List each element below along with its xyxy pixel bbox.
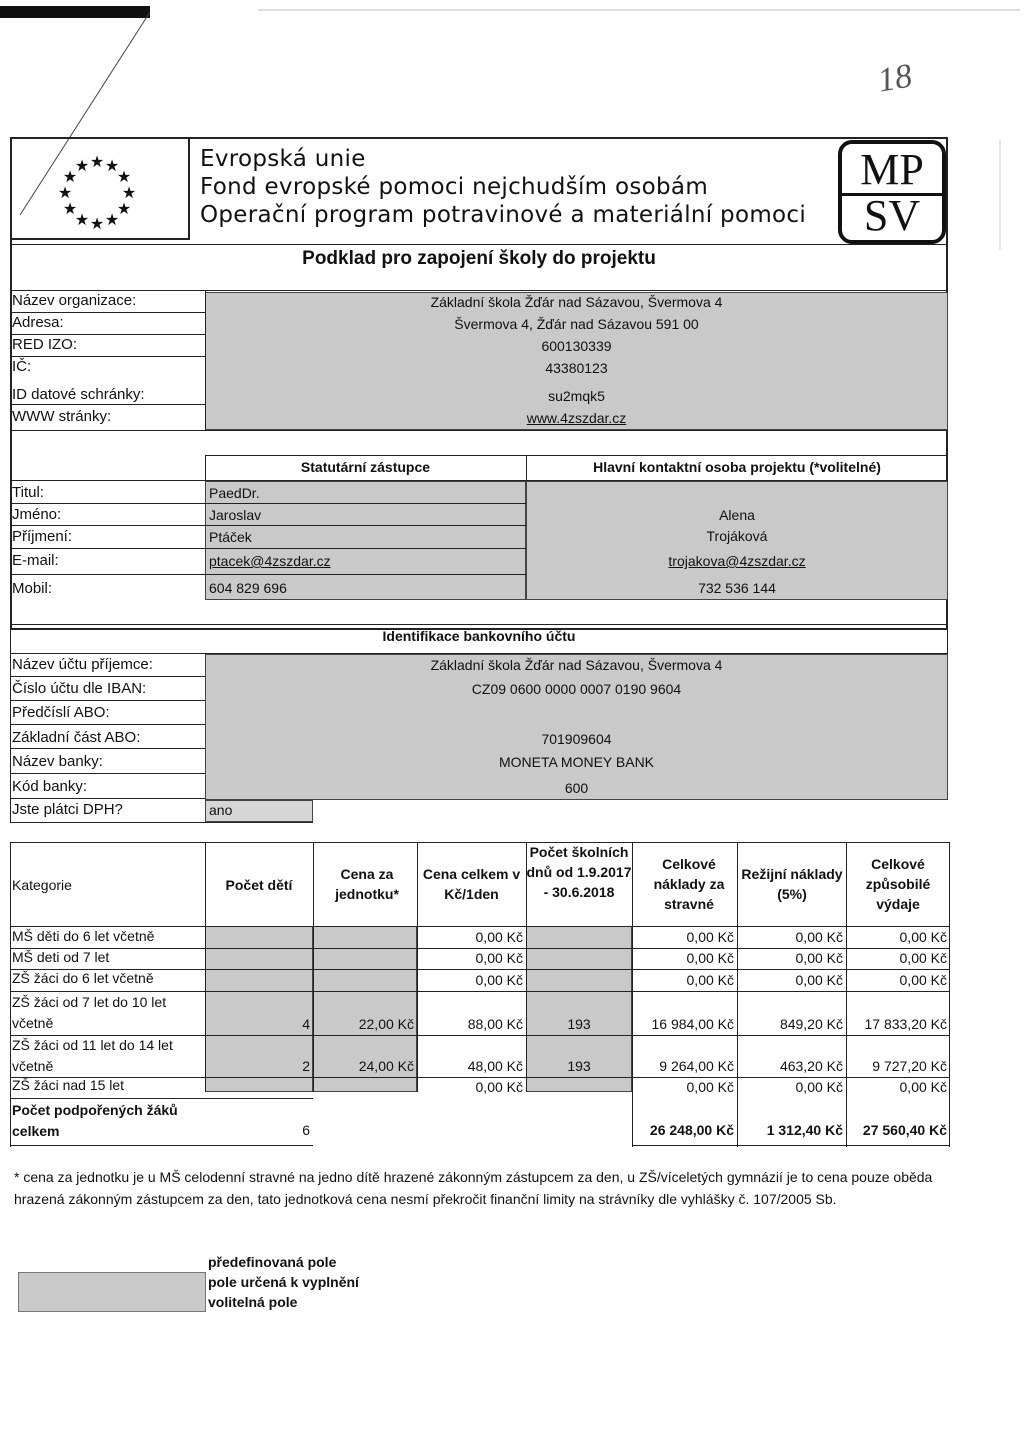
svg-text:★: ★ <box>121 183 137 202</box>
row4-category: ZŠ žáci od 7 let do 10 let včetně <box>12 994 167 1031</box>
row4-days: 193 <box>567 1016 591 1032</box>
row4-overhead: 849,20 Kč <box>779 1016 843 1032</box>
divider <box>10 404 205 405</box>
total-count: 6 <box>302 1122 310 1138</box>
row4-total-day: 88,00 Kč <box>467 1016 523 1032</box>
label-title: Titul: <box>12 484 44 501</box>
svg-text:★: ★ <box>74 210 90 229</box>
handwritten-mark: 18 <box>874 57 915 100</box>
divider <box>10 773 205 774</box>
divider <box>10 1077 950 1078</box>
svg-text:★: ★ <box>104 156 120 175</box>
contact-person-header: Hlavní kontaktní osoba projektu (*volitelné) <box>593 459 881 475</box>
divider <box>10 822 313 823</box>
row5-price: 24,00 Kč <box>358 1058 414 1074</box>
row3-eligible: 0,00 Kč <box>899 972 947 988</box>
header-line-2: Fond evropské pomoci nejchudším osobám <box>200 174 709 200</box>
row5-eligible: 9 727,20 Kč <box>872 1058 947 1074</box>
row1-eligible: 0,00 Kč <box>899 929 947 945</box>
row6-food: 0,00 Kč <box>686 1079 734 1095</box>
row4-eligible: 17 833,20 Kč <box>864 1016 947 1032</box>
red-izo-value: 600130339 <box>541 338 612 354</box>
row6-overhead: 0,00 Kč <box>795 1079 843 1095</box>
statutory-mobile: 604 829 696 <box>209 580 287 596</box>
label-vat-payer: Jste plátci DPH? <box>12 801 123 818</box>
legend-swatch <box>18 1272 206 1312</box>
label-org-name: Název organizace: <box>12 292 137 309</box>
iban-value: CZ09 0600 0000 0007 0190 9604 <box>471 681 682 697</box>
vat-payer-value: ano <box>209 802 233 818</box>
row6-total-day: 0,00 Kč <box>475 1079 523 1095</box>
row5-count: 2 <box>302 1058 310 1074</box>
th-total-day: Cena celkem v Kč/1den <box>422 866 521 902</box>
legend-optional: volitelná pole <box>208 1294 298 1310</box>
row5-food: 9 264,00 Kč <box>659 1058 734 1074</box>
divider <box>10 548 526 549</box>
footnote: * cena za jednotku je u MŠ celodenní stravné na jedno dítě hrazené zákonným zástupcem za den, u ZŠ/víceletých gymnázií je to cena pouze oběda hrazená zákonným zástupcem za den, tato jednotková cena nesmí překročit finanční limity na strávníky dle vyhlášky č. 107/2005 Sb. <box>14 1169 933 1207</box>
svg-text:★: ★ <box>89 214 105 233</box>
divider <box>846 842 847 1147</box>
statutory-header: Statutární zástupce <box>300 459 431 475</box>
row5-days: 193 <box>567 1058 591 1074</box>
mpsv-logo <box>838 140 946 244</box>
label-first-name: Jméno: <box>12 506 62 523</box>
row4-price: 22,00 Kč <box>358 1016 414 1032</box>
row1-category: MŠ děti do 6 let včetně <box>12 928 155 944</box>
contact-last-name: Trojáková <box>706 528 768 544</box>
legend-fillable: pole určená k vyplnění <box>208 1274 359 1290</box>
statutory-first-name: Jaroslav <box>209 507 262 523</box>
row1-overhead: 0,00 Kč <box>795 929 843 945</box>
label-mobile: Mobil: <box>12 580 53 597</box>
bank-values-field[interactable] <box>205 654 948 800</box>
row2-total-day: 0,00 Kč <box>475 950 523 966</box>
total-overhead: 1 312,40 Kč <box>766 1122 843 1138</box>
row6-category: ZŠ žáci nad 15 let <box>12 1077 125 1093</box>
divider <box>526 842 527 1092</box>
logo-text-bottom: SV <box>863 191 921 240</box>
divider <box>10 290 948 291</box>
cost-table <box>10 842 950 1147</box>
org-name-value: Základní škola Žďár nad Sázavou, Švermova 4 <box>430 294 723 310</box>
total-food: 26 248,00 Kč <box>649 1122 734 1138</box>
divider <box>10 676 205 677</box>
divider <box>10 1145 313 1146</box>
svg-text:★: ★ <box>116 199 132 218</box>
label-account-name: Název účtu příjemce: <box>12 656 153 673</box>
data-box-value: su2mqk5 <box>548 388 605 404</box>
divider <box>313 842 314 1092</box>
logo-text-top: MP <box>860 145 924 194</box>
divider <box>10 503 526 504</box>
divider <box>10 244 948 245</box>
row1-total-day: 0,00 Kč <box>475 929 523 945</box>
label-data-box: ID datové schránky: <box>12 386 145 403</box>
bank-name-value: MONETA MONEY BANK <box>498 754 655 770</box>
divider <box>632 842 633 1147</box>
eu-stars-icon <box>12 137 188 237</box>
divider <box>10 574 526 575</box>
row5-total-day: 48,00 Kč <box>467 1058 523 1074</box>
row2-overhead: 0,00 Kč <box>795 950 843 966</box>
th-count: Počet dětí <box>225 877 293 893</box>
divider <box>10 312 205 313</box>
total-eligible: 27 560,40 Kč <box>862 1122 947 1138</box>
divider <box>10 748 205 749</box>
row4-count: 4 <box>302 1016 310 1032</box>
header-line-1: Evropská unie <box>200 146 366 172</box>
th-unit-price: Cena za jednotku* <box>335 866 399 902</box>
row3-category: ZŠ žáci do 6 let včetně <box>12 970 154 986</box>
eu-flag-box <box>12 137 190 240</box>
label-abo-prefix: Předčíslí ABO: <box>12 704 110 721</box>
total-category: Počet podpořených žáků celkem <box>12 1102 178 1139</box>
label-ic: IČ: <box>12 358 32 375</box>
row2-eligible: 0,00 Kč <box>899 950 947 966</box>
label-bank-code: Kód banky: <box>12 778 88 795</box>
contact-email[interactable]: trojakova@4zszdar.cz <box>668 553 806 569</box>
label-website: WWW stránky: <box>12 408 112 425</box>
label-iban: Číslo účtu dle IBAN: <box>12 680 147 697</box>
statutory-last-name: Ptáček <box>209 529 252 545</box>
svg-text:★: ★ <box>104 210 120 229</box>
divider <box>10 700 205 701</box>
divider <box>632 1145 950 1146</box>
label-bank-name: Název banky: <box>12 753 103 770</box>
divider <box>949 842 950 1147</box>
label-abo-base: Základní část ABO: <box>12 729 141 746</box>
ic-value: 43380123 <box>545 360 608 376</box>
divider <box>10 654 11 822</box>
svg-text:★: ★ <box>89 152 105 171</box>
bank-code-value: 600 <box>564 780 589 796</box>
page-title: Podklad pro zapojení školy do projektu <box>302 248 656 269</box>
th-school-days: Počet školních dnů od 1.9.2017 - 30.6.2018 <box>526 844 632 900</box>
divider <box>10 724 205 725</box>
row3-total-day: 0,00 Kč <box>475 972 523 988</box>
divider <box>10 430 948 431</box>
th-category: Kategorie <box>12 877 72 893</box>
statutory-title: PaedDr. <box>209 485 260 501</box>
account-name-value: Základní škola Žďár nad Sázavou, Švermova 4 <box>430 657 723 673</box>
divider <box>417 842 418 1092</box>
svg-text:★: ★ <box>74 156 90 175</box>
row5-overhead: 463,20 Kč <box>779 1058 843 1074</box>
row5-category: ZŠ žáci od 11 let do 14 let včetně <box>12 1037 173 1074</box>
divider <box>737 842 738 1147</box>
svg-text:★: ★ <box>57 183 73 202</box>
statutory-email[interactable]: ptacek@4zszdar.cz <box>209 553 331 569</box>
address-value: Švermova 4, Žďár nad Sázavou 591 00 <box>454 316 699 332</box>
bank-header: Identifikace bankovního účtu <box>382 628 576 644</box>
label-last-name: Příjmení: <box>12 528 73 545</box>
th-overhead: Režijní náklady (5%) <box>741 866 843 902</box>
row1-food: 0,00 Kč <box>686 929 734 945</box>
th-food-costs: Celkové náklady za stravné <box>653 856 725 912</box>
row3-overhead: 0,00 Kč <box>795 972 843 988</box>
label-address: Adresa: <box>12 314 64 331</box>
divider <box>10 334 205 335</box>
row4-food: 16 984,00 Kč <box>651 1016 734 1032</box>
divider <box>205 455 948 456</box>
divider <box>10 842 950 843</box>
contact-mobile: 732 536 144 <box>698 580 776 596</box>
divider <box>10 525 526 526</box>
divider <box>10 842 11 1147</box>
label-red-izo: RED IZO: <box>12 336 78 353</box>
row6-eligible: 0,00 Kč <box>899 1079 947 1095</box>
svg-text:★: ★ <box>116 167 132 186</box>
svg-text:★: ★ <box>62 167 78 186</box>
row2-category: MŠ deti od 7 let <box>12 949 110 965</box>
legend-predefined: předefinovaná pole <box>208 1254 337 1270</box>
divider <box>10 798 205 799</box>
divider <box>10 926 950 927</box>
th-eligible: Celkové způsobilé výdaje <box>865 856 931 912</box>
abo-base-value: 701909604 <box>541 731 612 747</box>
row3-food: 0,00 Kč <box>686 972 734 988</box>
website-value[interactable]: www.4zszdar.cz <box>526 410 627 426</box>
divider <box>10 1098 313 1099</box>
label-email: E-mail: <box>12 552 59 569</box>
row2-food: 0,00 Kč <box>686 950 734 966</box>
contact-first-name: Alena <box>719 507 755 523</box>
divider <box>10 948 950 949</box>
svg-text:★: ★ <box>62 199 78 218</box>
divider <box>10 356 205 357</box>
divider <box>205 842 206 1092</box>
header-line-3: Operační program potravinové a materiální pomoci <box>200 202 807 228</box>
